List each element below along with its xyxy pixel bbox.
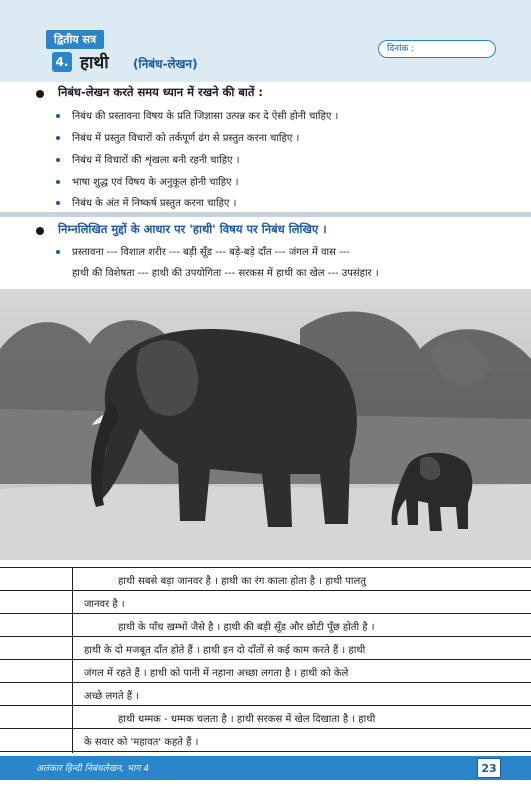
ruled-line xyxy=(0,636,531,637)
book-title: अलंकार हिन्दी निबंधलेखन, भाग 4 xyxy=(36,764,150,774)
ruled-line xyxy=(0,659,531,660)
tips-heading: निबंध-लेखन करते समय ध्यान में रखने की बातें : xyxy=(58,85,264,99)
footer-bar xyxy=(0,756,531,780)
tips-section xyxy=(0,82,531,212)
dot-icon xyxy=(56,158,60,162)
elephant-photo xyxy=(0,289,531,560)
dot-icon xyxy=(56,136,60,140)
essay-line: के सवार को 'महावत' कहते हैं । xyxy=(84,737,199,748)
page-number: 23 xyxy=(477,758,501,778)
date-field[interactable]: दिनांक : xyxy=(378,40,496,58)
tip-item: निबंध में प्रस्तुत विचारों को तर्कपूर्ण ढंग से प्रस्तुत करना चाहिए । xyxy=(56,130,299,144)
essay-line: हाथी के दो मजबूत दाँत होते हैं । हाथी इन दो दाँतों से कई काम करते हैं । हाथी xyxy=(84,645,366,656)
bullet-icon xyxy=(36,90,44,98)
section-divider xyxy=(0,212,531,217)
essay-line: जानवर है । xyxy=(84,599,125,610)
lesson-subtitle: (निबंध-लेखन) xyxy=(133,57,198,71)
essay-area xyxy=(0,567,531,753)
lesson-title: हाथी xyxy=(80,53,109,73)
task-heading: निम्नलिखित मुद्दों के आधार पर 'हाथी' विषय पर निबंध लिखिए । xyxy=(58,222,327,236)
bullet-icon xyxy=(36,227,44,235)
task-section xyxy=(0,218,531,286)
task-points-continued: हाथी की विशेषता --- हाथी की उपयोगिता --- सरकस में हाथी का खेल --- उपसंहार । xyxy=(72,268,379,279)
ruled-line xyxy=(0,613,531,614)
tip-item: निबंध की प्रस्तावना विषय के प्रति जिज्ञासा उत्पन्न कर दे ऐसी होनी चाहिए । xyxy=(56,108,338,122)
essay-line: अच्छे लगते हैं । xyxy=(84,691,140,702)
dot-icon xyxy=(56,250,60,254)
ruled-line xyxy=(0,751,531,752)
lesson-number: 4. xyxy=(52,52,72,72)
task-points: प्रस्तावना --- विशाल शरीर --- बड़ी सूँड --- बड़े-बड़े दाँत --- जंगल में वास --- xyxy=(56,244,350,258)
tip-item: भाषा शुद्ध एवं विषय के अनुकूल होनी चाहिए । xyxy=(56,174,239,188)
dot-icon xyxy=(56,201,60,205)
essay-line: जंगल में रहते हैं । हाथी को पानी में नहाना अच्छा लगता है । हाथी को केले xyxy=(84,668,349,679)
essay-line: हाथी धम्मक - धम्मक चलता है । हाथी सरकस में खेल दिखाता है । हाथी xyxy=(118,714,376,725)
tip-item: निबंध में विचारों की शृंखला बनी रहनी चाहिए । xyxy=(56,152,240,166)
tip-item: निबंध के अंत में निष्कर्ष प्रस्तुत करना चाहिए । xyxy=(56,195,236,209)
ruled-line xyxy=(0,590,531,591)
semester-badge: द्वितीय सत्र xyxy=(46,30,104,49)
elephant-illustration xyxy=(0,289,531,560)
ruled-line xyxy=(0,567,531,568)
margin-line xyxy=(72,567,73,753)
dot-icon xyxy=(56,114,60,118)
ruled-line xyxy=(0,728,531,729)
essay-line: हाथी के पाँच खम्भों जैसे है । हाथी की बड़ी सूँड और छोटी पूँछ होती है । xyxy=(118,622,375,633)
essay-line: हाथी सबसे बड़ा जानवर है । हाथी का रंग काला होता है । हाथी पालतु xyxy=(118,576,367,587)
ruled-line xyxy=(0,705,531,706)
ruled-line xyxy=(0,682,531,683)
dot-icon xyxy=(56,180,60,184)
